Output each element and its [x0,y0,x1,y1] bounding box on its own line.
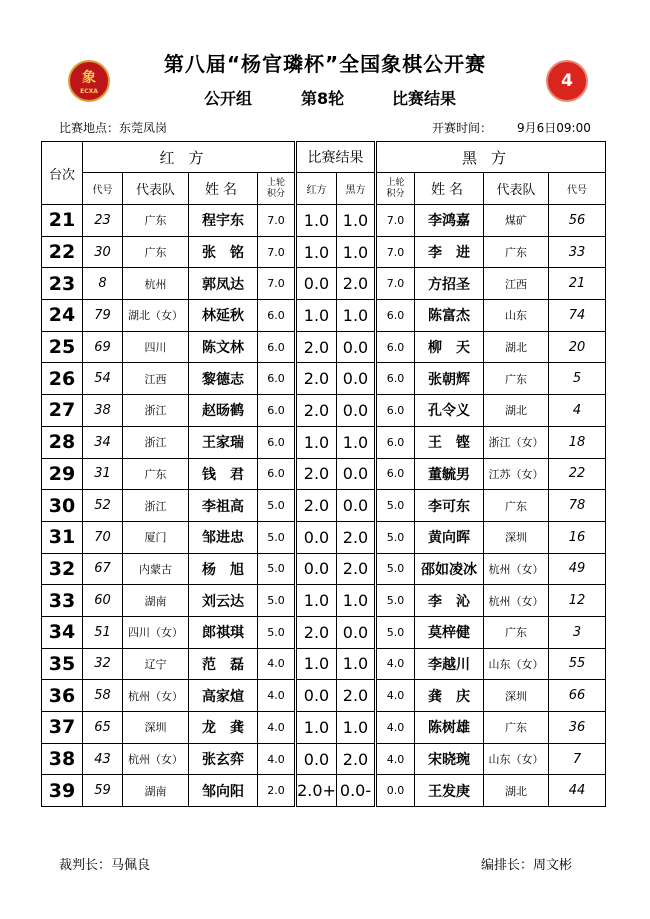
black-code: 78 [549,490,606,522]
board-number: 34 [42,616,83,648]
board-number: 36 [42,680,83,712]
red-score-header: 红方 [296,173,337,205]
black-code: 18 [549,426,606,458]
red-prev-points: 4.0 [258,648,296,680]
table-row [42,490,606,522]
table-row [42,395,606,427]
red-code: 8 [83,268,123,300]
black-code: 66 [549,680,606,712]
round-label: 第8轮 [301,89,345,108]
black-code: 7 [549,743,606,775]
black-score-header: 黑方 [337,173,376,205]
red-team: 深圳 [123,712,189,744]
black-team: 江西 [484,268,549,300]
red-prev-points: 7.0 [258,268,296,300]
red-code: 69 [83,331,123,363]
logo-right-char: 4 [561,71,573,91]
table-row [42,585,606,617]
board-number: 25 [42,331,83,363]
red-code: 59 [83,775,123,807]
black-score: 0.0 [337,458,376,490]
black-prev-points: 4.0 [376,680,415,712]
board-number: 26 [42,363,83,395]
black-team: 湖北 [484,775,549,807]
black-code: 36 [549,712,606,744]
red-side-header: 红方 [83,142,296,173]
red-team: 四川 [123,331,189,363]
red-team: 浙江 [123,395,189,427]
black-score: 2.0 [337,553,376,585]
result-title: 比赛结果 [392,89,457,108]
black-code: 5 [549,363,606,395]
results-table [41,141,606,807]
black-prev-points: 5.0 [376,521,415,553]
black-player: 宋晓琬 [415,743,484,775]
black-score: 0.0- [337,775,376,807]
red-code: 70 [83,521,123,553]
black-score: 1.0 [337,426,376,458]
page-title: 第八届“杨官璘杯”全国象棋公开赛 [163,52,487,76]
red-score: 0.0 [296,521,337,553]
black-team: 湖北 [484,395,549,427]
red-team: 湖南 [123,585,189,617]
red-prev-points: 7.0 [258,236,296,268]
black-player: 李 进 [415,236,484,268]
board-number: 38 [42,743,83,775]
table-row [42,458,606,490]
group-label: 公开组 [204,89,253,108]
red-team: 杭州（女） [123,743,189,775]
red-player: 张 铭 [189,236,258,268]
red-score: 2.0 [296,458,337,490]
red-score: 0.0 [296,553,337,585]
prev-label-line1: 上轮 [386,177,405,188]
black-score: 0.0 [337,363,376,395]
red-score: 2.0 [296,331,337,363]
red-team: 浙江 [123,490,189,522]
black-prev-points: 6.0 [376,363,415,395]
red-player: 程宇东 [189,205,258,237]
black-code: 55 [549,648,606,680]
black-score: 1.0 [337,712,376,744]
red-team: 浙江 [123,426,189,458]
black-code: 56 [549,205,606,237]
red-prev-points: 6.0 [258,363,296,395]
red-team: 辽宁 [123,648,189,680]
red-score: 2.0 [296,490,337,522]
red-team: 杭州（女） [123,680,189,712]
black-team: 广东 [484,712,549,744]
table-row [42,268,606,300]
black-name-header: 姓名 [415,173,484,205]
red-prev-points: 6.0 [258,395,296,427]
black-score: 2.0 [337,268,376,300]
black-team: 广东 [484,490,549,522]
red-prev-points: 4.0 [258,712,296,744]
table-row [42,680,606,712]
black-code: 20 [549,331,606,363]
black-prev-points: 6.0 [376,458,415,490]
black-prev-points: 4.0 [376,648,415,680]
table-row [42,553,606,585]
red-team: 广东 [123,458,189,490]
black-team: 煤矿 [484,205,549,237]
black-code: 33 [549,236,606,268]
black-code: 49 [549,553,606,585]
black-prev-points: 4.0 [376,743,415,775]
black-team: 广东 [484,236,549,268]
red-score: 2.0 [296,395,337,427]
red-player: 邹向阳 [189,775,258,807]
table-row [42,743,606,775]
red-team: 杭州 [123,268,189,300]
board-number: 21 [42,205,83,237]
red-player: 邹进忠 [189,521,258,553]
black-code: 4 [549,395,606,427]
red-prev-points: 5.0 [258,521,296,553]
red-prev-points: 5.0 [258,490,296,522]
red-code: 67 [83,553,123,585]
black-player: 张朝辉 [415,363,484,395]
red-player: 郭凤达 [189,268,258,300]
black-score: 1.0 [337,236,376,268]
black-score: 1.0 [337,205,376,237]
black-prev-points: 6.0 [376,395,415,427]
red-prev-points: 5.0 [258,585,296,617]
red-player: 黎德志 [189,363,258,395]
red-score: 0.0 [296,680,337,712]
red-code: 51 [83,616,123,648]
black-team-header: 代表队 [484,173,549,205]
red-player: 刘云达 [189,585,258,617]
black-team: 深圳 [484,680,549,712]
red-score: 2.0 [296,616,337,648]
black-score: 0.0 [337,395,376,427]
board-number: 29 [42,458,83,490]
red-prev-points: 2.0 [258,775,296,807]
start-time-label: 开赛时间： [432,121,493,135]
black-team: 山东（女） [484,648,549,680]
black-score: 2.0 [337,680,376,712]
black-team: 杭州（女） [484,553,549,585]
black-prev-points: 6.0 [376,300,415,332]
red-code: 23 [83,205,123,237]
red-code: 65 [83,712,123,744]
black-player: 董毓男 [415,458,484,490]
board-number: 37 [42,712,83,744]
red-score: 0.0 [296,268,337,300]
black-code-header: 代号 [549,173,606,205]
black-team: 湖北 [484,331,549,363]
black-team: 广东 [484,616,549,648]
red-player: 张玄弈 [189,743,258,775]
red-team: 江西 [123,363,189,395]
black-score: 2.0 [337,521,376,553]
black-prev-points: 6.0 [376,331,415,363]
black-prev-points: 5.0 [376,585,415,617]
logo-left-char: 象 [82,70,96,86]
black-prev-points: 6.0 [376,426,415,458]
logo-left-sub: ECXA [80,88,98,95]
start-time-value: 9月6日09:00 [517,121,591,135]
red-score: 1.0 [296,585,337,617]
black-player: 龚 庆 [415,680,484,712]
red-player: 龙 龚 [189,712,258,744]
red-team: 广东 [123,236,189,268]
red-team: 四川（女） [123,616,189,648]
red-score: 1.0 [296,236,337,268]
black-player: 王 铿 [415,426,484,458]
venue-label: 比赛地点：东莞凤岗 [59,121,168,135]
table-row [42,331,606,363]
red-code: 34 [83,426,123,458]
table-row [42,775,606,807]
red-player: 林延秋 [189,300,258,332]
board-number: 24 [42,300,83,332]
red-score: 1.0 [296,205,337,237]
table-row [42,648,606,680]
table-row [42,521,606,553]
red-prev-points: 5.0 [258,553,296,585]
red-player: 郎祺琪 [189,616,258,648]
black-team: 江苏（女） [484,458,549,490]
red-player: 范 磊 [189,648,258,680]
black-code: 21 [549,268,606,300]
red-team-header: 代表队 [123,173,189,205]
black-code: 12 [549,585,606,617]
table-row [42,300,606,332]
red-score: 2.0+ [296,775,337,807]
red-prev-points: 7.0 [258,205,296,237]
black-code: 22 [549,458,606,490]
black-score: 0.0 [337,331,376,363]
board-number: 22 [42,236,83,268]
black-player: 王发庚 [415,775,484,807]
board-number: 39 [42,775,83,807]
prev-label-line2: 积分 [267,188,286,199]
red-team: 厦门 [123,521,189,553]
black-score: 0.0 [337,490,376,522]
board-number: 27 [42,395,83,427]
red-team: 广东 [123,205,189,237]
black-prev-points: 0.0 [376,775,415,807]
arranger-label: 编排长：周文彬 [481,858,573,873]
table-row [42,712,606,744]
black-prev-points: 4.0 [376,712,415,744]
table-row [42,616,606,648]
red-prev-points: 6.0 [258,300,296,332]
red-code: 54 [83,363,123,395]
red-prev-points: 5.0 [258,616,296,648]
black-team: 杭州（女） [484,585,549,617]
black-code: 44 [549,775,606,807]
red-code: 31 [83,458,123,490]
red-score: 1.0 [296,300,337,332]
black-code: 3 [549,616,606,648]
black-score: 1.0 [337,300,376,332]
table-row [42,205,606,237]
red-code: 52 [83,490,123,522]
black-player: 李 沁 [415,585,484,617]
black-player: 黄向晖 [415,521,484,553]
board-number: 35 [42,648,83,680]
black-code: 16 [549,521,606,553]
black-player: 陈树雄 [415,712,484,744]
red-code: 43 [83,743,123,775]
black-score: 0.0 [337,616,376,648]
black-prev-points: 5.0 [376,490,415,522]
red-prev-points: 4.0 [258,743,296,775]
prev-label-line2: 积分 [386,188,405,199]
red-prev-points: 4.0 [258,680,296,712]
red-name-header: 姓名 [189,173,258,205]
board-number: 32 [42,553,83,585]
board-header: 台次 [42,142,83,205]
red-prev-points: 6.0 [258,458,296,490]
table-row [42,426,606,458]
red-score: 1.0 [296,426,337,458]
black-team: 山东（女） [484,743,549,775]
board-number: 23 [42,268,83,300]
red-player: 赵旸鹤 [189,395,258,427]
black-prev-points: 7.0 [376,236,415,268]
black-side-header: 黑方 [376,142,606,173]
red-player: 陈文林 [189,331,258,363]
result-header: 比赛结果 [296,142,376,173]
red-code: 60 [83,585,123,617]
black-player: 方招圣 [415,268,484,300]
black-prev-points: 5.0 [376,616,415,648]
black-team: 深圳 [484,521,549,553]
board-number: 28 [42,426,83,458]
board-number: 33 [42,585,83,617]
red-player: 高家煊 [189,680,258,712]
table-row [42,236,606,268]
black-team: 浙江（女） [484,426,549,458]
black-prev-points: 7.0 [376,205,415,237]
table-row [42,363,606,395]
black-team: 山东 [484,300,549,332]
red-team: 湖北（女） [123,300,189,332]
black-player: 柳 天 [415,331,484,363]
black-prev-points-header [376,173,415,205]
red-code: 32 [83,648,123,680]
red-team: 内蒙古 [123,553,189,585]
red-code: 79 [83,300,123,332]
black-score: 2.0 [337,743,376,775]
red-code: 38 [83,395,123,427]
black-player: 邵如凌冰 [415,553,484,585]
red-prev-points: 6.0 [258,331,296,363]
board-number: 30 [42,490,83,522]
board-number: 31 [42,521,83,553]
black-team: 广东 [484,363,549,395]
prev-label-line1: 上轮 [267,177,286,188]
black-player: 孔令义 [415,395,484,427]
referee-label: 裁判长：马佩良 [59,858,151,873]
black-player: 李越川 [415,648,484,680]
red-player: 王家瑞 [189,426,258,458]
black-code: 74 [549,300,606,332]
black-player: 李鸿嘉 [415,205,484,237]
red-code: 30 [83,236,123,268]
red-player: 钱 君 [189,458,258,490]
red-code-header: 代号 [83,173,123,205]
black-player: 李可东 [415,490,484,522]
red-score: 1.0 [296,712,337,744]
red-player: 李祖高 [189,490,258,522]
red-prev-points-header [258,173,296,205]
black-player: 陈富杰 [415,300,484,332]
red-score: 2.0 [296,363,337,395]
red-player: 杨 旭 [189,553,258,585]
red-code: 58 [83,680,123,712]
black-prev-points: 5.0 [376,553,415,585]
red-prev-points: 6.0 [258,426,296,458]
black-score: 1.0 [337,585,376,617]
black-score: 1.0 [337,648,376,680]
black-prev-points: 7.0 [376,268,415,300]
red-team: 湖南 [123,775,189,807]
red-score: 0.0 [296,743,337,775]
black-player: 莫梓健 [415,616,484,648]
red-score: 1.0 [296,648,337,680]
